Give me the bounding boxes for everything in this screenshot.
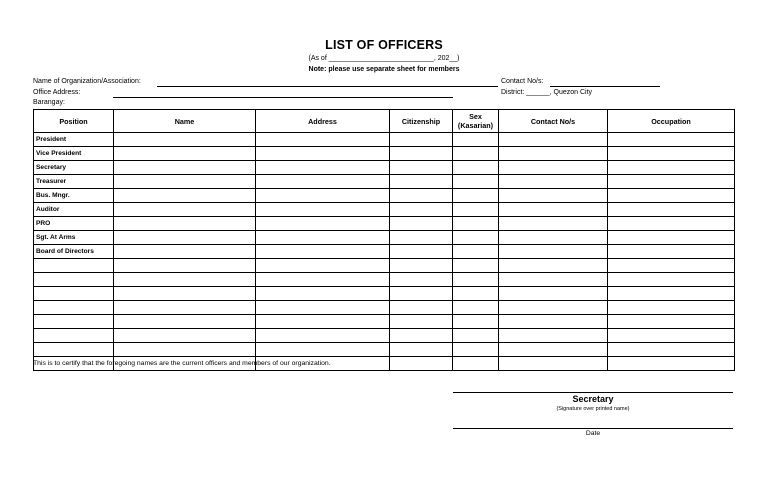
- entry-cell[interactable]: [499, 147, 608, 161]
- certification-text: This is to certify that the foregoing names are the current officers and members of our organization.: [33, 360, 331, 367]
- entry-cell[interactable]: [453, 245, 499, 259]
- entry-cell[interactable]: [608, 287, 735, 301]
- position-cell: [34, 301, 114, 315]
- table-row: [34, 343, 735, 357]
- entry-cell[interactable]: [499, 287, 608, 301]
- contact-label: Contact No/s:: [501, 78, 544, 85]
- entry-cell[interactable]: [256, 245, 390, 259]
- entry-cell[interactable]: [114, 133, 256, 147]
- entry-cell[interactable]: [608, 343, 735, 357]
- position-cell: Board of Directors: [34, 245, 114, 259]
- entry-cell[interactable]: [499, 133, 608, 147]
- table-header-row: [34, 110, 735, 133]
- entry-cell[interactable]: [499, 357, 608, 371]
- entry-cell[interactable]: [453, 217, 499, 231]
- entry-cell[interactable]: [453, 273, 499, 287]
- entry-cell[interactable]: [608, 217, 735, 231]
- entry-cell[interactable]: [114, 301, 256, 315]
- position-cell: Secretary: [34, 161, 114, 175]
- entry-cell[interactable]: [390, 203, 453, 217]
- signatory-title: Secretary: [572, 394, 614, 404]
- table-row: [34, 273, 735, 287]
- entry-cell[interactable]: [114, 147, 256, 161]
- col-sex-kasarian: (Kasarian): [457, 121, 494, 130]
- entry-cell[interactable]: [256, 231, 390, 245]
- entry-cell[interactable]: [256, 175, 390, 189]
- entry-cell[interactable]: [256, 217, 390, 231]
- entry-cell[interactable]: [453, 259, 499, 273]
- position-cell: [34, 273, 114, 287]
- entry-cell[interactable]: [390, 133, 453, 147]
- officers-table: [33, 109, 735, 371]
- org-name-field[interactable]: [157, 86, 498, 87]
- entry-cell[interactable]: [390, 343, 453, 357]
- col-name: Name: [114, 110, 256, 133]
- entry-cell[interactable]: [390, 357, 453, 371]
- entry-cell[interactable]: [256, 315, 390, 329]
- entry-cell[interactable]: [390, 273, 453, 287]
- position-cell: Sgt. At Arms: [34, 231, 114, 245]
- entry-cell[interactable]: [453, 329, 499, 343]
- entry-cell[interactable]: [499, 203, 608, 217]
- officers-rows: [34, 133, 735, 371]
- entry-cell[interactable]: [608, 133, 735, 147]
- position-cell: Vice President: [34, 147, 114, 161]
- as-of-line: (As of ___________________________, 202__): [308, 55, 460, 62]
- entry-cell[interactable]: [608, 357, 735, 371]
- office-address-field[interactable]: [113, 97, 453, 98]
- entry-cell[interactable]: [114, 273, 256, 287]
- entry-cell[interactable]: [390, 231, 453, 245]
- district-label: District: ______, Quezon City: [501, 89, 593, 96]
- table-row: [34, 231, 735, 245]
- entry-cell[interactable]: [114, 287, 256, 301]
- barangay-label: Barangay:: [33, 99, 65, 106]
- entry-cell[interactable]: [453, 343, 499, 357]
- entry-cell[interactable]: [608, 273, 735, 287]
- entry-cell[interactable]: [608, 245, 735, 259]
- entry-cell[interactable]: [453, 315, 499, 329]
- entry-cell[interactable]: [390, 287, 453, 301]
- table-row: [34, 161, 735, 175]
- entry-cell[interactable]: [453, 287, 499, 301]
- entry-cell[interactable]: [114, 189, 256, 203]
- entry-cell[interactable]: [608, 259, 735, 273]
- office-address-label: Office Address:: [33, 89, 81, 96]
- entry-cell[interactable]: [114, 343, 256, 357]
- entry-cell[interactable]: [453, 189, 499, 203]
- entry-cell[interactable]: [499, 273, 608, 287]
- table-row: [34, 133, 735, 147]
- entry-cell[interactable]: [256, 287, 390, 301]
- col-contact: Contact No/s: [499, 110, 608, 133]
- entry-cell[interactable]: [114, 217, 256, 231]
- position-cell: [34, 329, 114, 343]
- entry-cell[interactable]: [453, 231, 499, 245]
- entry-cell[interactable]: [453, 357, 499, 371]
- table-row: [34, 287, 735, 301]
- entry-cell[interactable]: [256, 329, 390, 343]
- entry-cell[interactable]: [256, 273, 390, 287]
- entry-cell[interactable]: [608, 189, 735, 203]
- entry-cell[interactable]: [608, 329, 735, 343]
- entry-cell[interactable]: [114, 329, 256, 343]
- col-sex-label: Sex: [469, 112, 482, 121]
- separate-sheet-note: Note: please use separate sheet for members: [308, 66, 460, 73]
- entry-cell[interactable]: [390, 315, 453, 329]
- entry-cell[interactable]: [390, 301, 453, 315]
- entry-cell[interactable]: [390, 259, 453, 273]
- col-occupation: Occupation: [608, 110, 735, 133]
- signatory-subtitle: (Signature over printed name): [556, 406, 630, 412]
- signature-line[interactable]: [453, 392, 733, 393]
- entry-cell[interactable]: [453, 203, 499, 217]
- table-row: [34, 175, 735, 189]
- position-cell: [34, 343, 114, 357]
- table-row: [34, 259, 735, 273]
- entry-cell[interactable]: [499, 161, 608, 175]
- entry-cell[interactable]: [390, 175, 453, 189]
- entry-cell[interactable]: [608, 147, 735, 161]
- entry-cell[interactable]: [499, 189, 608, 203]
- table-row: [34, 301, 735, 315]
- form-title: LIST OF OFFICERS: [325, 38, 443, 52]
- entry-cell[interactable]: [499, 245, 608, 259]
- entry-cell[interactable]: [256, 189, 390, 203]
- entry-cell[interactable]: [256, 203, 390, 217]
- entry-cell[interactable]: [256, 147, 390, 161]
- entry-cell[interactable]: [499, 231, 608, 245]
- date-label: Date: [585, 430, 601, 437]
- position-cell: Treasurer: [34, 175, 114, 189]
- entry-cell[interactable]: [390, 329, 453, 343]
- table-row: [34, 329, 735, 343]
- position-cell: [34, 287, 114, 301]
- entry-cell[interactable]: [256, 259, 390, 273]
- entry-cell[interactable]: [114, 245, 256, 259]
- entry-cell[interactable]: [390, 189, 453, 203]
- table-row: [34, 245, 735, 259]
- contact-field[interactable]: [550, 86, 660, 87]
- table-row: [34, 315, 735, 329]
- entry-cell[interactable]: [608, 203, 735, 217]
- entry-cell[interactable]: [499, 259, 608, 273]
- position-cell: Auditor: [34, 203, 114, 217]
- table-row: [34, 189, 735, 203]
- entry-cell[interactable]: [256, 343, 390, 357]
- table-row: [34, 203, 735, 217]
- entry-cell[interactable]: [453, 161, 499, 175]
- entry-cell[interactable]: [499, 343, 608, 357]
- col-citizenship: Citizenship: [390, 110, 453, 133]
- org-name-label: Name of Organization/Association:: [33, 78, 141, 85]
- entry-cell[interactable]: [390, 161, 453, 175]
- entry-cell[interactable]: [608, 231, 735, 245]
- col-sex: [453, 110, 499, 133]
- entry-cell[interactable]: [114, 175, 256, 189]
- entry-cell[interactable]: [114, 203, 256, 217]
- entry-cell[interactable]: [608, 161, 735, 175]
- entry-cell[interactable]: [390, 245, 453, 259]
- date-line[interactable]: [453, 428, 733, 429]
- entry-cell[interactable]: [114, 259, 256, 273]
- position-cell: Bus. Mngr.: [34, 189, 114, 203]
- entry-cell[interactable]: [499, 175, 608, 189]
- entry-cell[interactable]: [453, 147, 499, 161]
- entry-cell[interactable]: [390, 217, 453, 231]
- entry-cell[interactable]: [256, 301, 390, 315]
- entry-cell[interactable]: [499, 217, 608, 231]
- entry-cell[interactable]: [390, 147, 453, 161]
- entry-cell[interactable]: [608, 175, 735, 189]
- entry-cell[interactable]: [453, 175, 499, 189]
- entry-cell[interactable]: [256, 161, 390, 175]
- entry-cell[interactable]: [453, 301, 499, 315]
- entry-cell[interactable]: [114, 161, 256, 175]
- entry-cell[interactable]: [608, 301, 735, 315]
- position-cell: President: [34, 133, 114, 147]
- entry-cell[interactable]: [499, 329, 608, 343]
- col-address: Address: [256, 110, 390, 133]
- entry-cell[interactable]: [453, 133, 499, 147]
- entry-cell[interactable]: [608, 315, 735, 329]
- position-cell: [34, 259, 114, 273]
- entry-cell[interactable]: [256, 133, 390, 147]
- table-row: [34, 217, 735, 231]
- entry-cell[interactable]: [114, 315, 256, 329]
- entry-cell[interactable]: [499, 301, 608, 315]
- entry-cell[interactable]: [499, 315, 608, 329]
- position-cell: PRO: [34, 217, 114, 231]
- col-position: Position: [34, 110, 114, 133]
- entry-cell[interactable]: [114, 231, 256, 245]
- position-cell: [34, 315, 114, 329]
- table-row: [34, 147, 735, 161]
